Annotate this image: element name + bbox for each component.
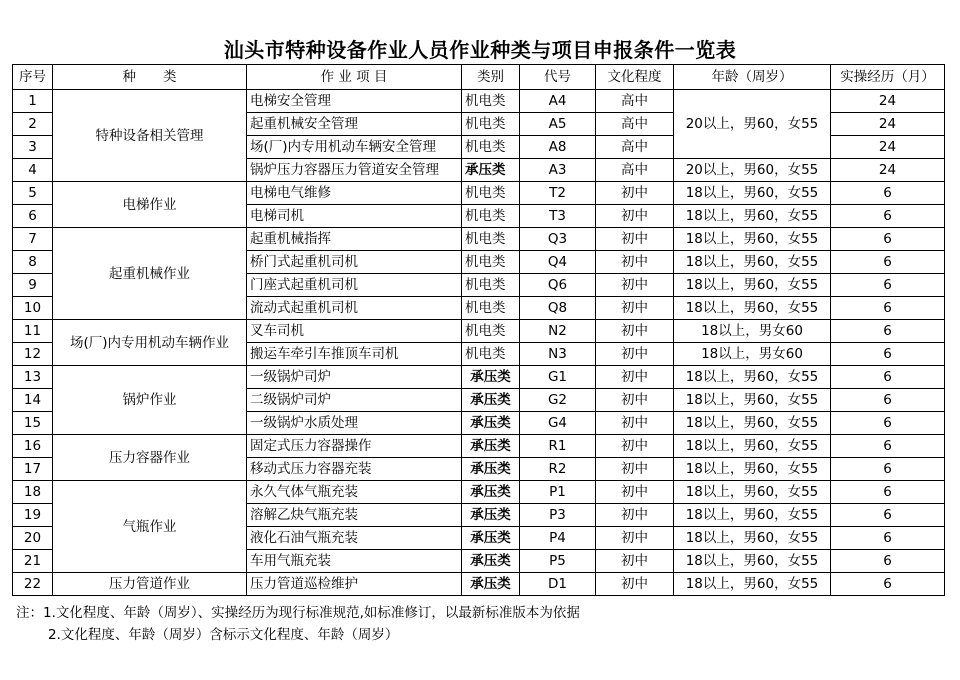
note-line-1: 注：1.文化程度、年龄（周岁）、实操经历为现行标准规范,如标准修订，以最新标准版本为依据 <box>16 605 580 621</box>
education-cell: 初中 <box>596 435 674 458</box>
type-cell: 机电类 <box>462 136 520 159</box>
project-cell: 锅炉压力容器压力管道安全管理 <box>247 159 462 182</box>
project-cell: 液化石油气瓶充装 <box>247 527 462 550</box>
experience-cell: 24 <box>831 159 945 182</box>
seq-cell: 6 <box>13 205 53 228</box>
type-cell: 机电类 <box>462 90 520 113</box>
project-cell: 溶解乙炔气瓶充装 <box>247 504 462 527</box>
experience-cell: 6 <box>831 320 945 343</box>
seq-cell: 7 <box>13 228 53 251</box>
age-cell: 18以上，男60，女55 <box>674 274 831 297</box>
type-cell: 机电类 <box>462 205 520 228</box>
code-cell: D1 <box>520 573 596 596</box>
project-cell: 电梯电气维修 <box>247 182 462 205</box>
age-cell: 18以上，男60，女55 <box>674 573 831 596</box>
education-cell: 高中 <box>596 159 674 182</box>
education-cell: 高中 <box>596 136 674 159</box>
page-title: 汕头市特种设备作业人员作业种类与项目申报条件一览表 <box>223 38 737 62</box>
project-cell: 二级锅炉司炉 <box>247 389 462 412</box>
code-cell: A8 <box>520 136 596 159</box>
education-cell: 初中 <box>596 573 674 596</box>
header-seq: 序号 <box>13 65 53 90</box>
project-cell: 叉车司机 <box>247 320 462 343</box>
education-cell: 初中 <box>596 182 674 205</box>
age-cell: 18以上，男60，女55 <box>674 297 831 320</box>
education-cell: 初中 <box>596 458 674 481</box>
age-cell: 18以上，男60，女55 <box>674 182 831 205</box>
experience-cell: 6 <box>831 550 945 573</box>
experience-cell: 6 <box>831 389 945 412</box>
header-type: 类别 <box>462 65 520 90</box>
experience-cell: 6 <box>831 205 945 228</box>
code-cell: N2 <box>520 320 596 343</box>
code-cell: G4 <box>520 412 596 435</box>
seq-cell: 2 <box>13 113 53 136</box>
project-cell: 场(厂)内专用机动车辆安全管理 <box>247 136 462 159</box>
education-cell: 初中 <box>596 274 674 297</box>
type-cell: 承压类 <box>462 389 520 412</box>
category-cell: 压力管道作业 <box>53 573 247 596</box>
code-cell: Q3 <box>520 228 596 251</box>
age-cell: 20以上，男60，女55 <box>674 159 831 182</box>
project-cell: 固定式压力容器操作 <box>247 435 462 458</box>
code-cell: N3 <box>520 343 596 366</box>
seq-cell: 12 <box>13 343 53 366</box>
age-cell: 20以上，男60，女55 <box>674 90 831 159</box>
footnotes <box>16 602 580 646</box>
code-cell: P5 <box>520 550 596 573</box>
seq-cell: 5 <box>13 182 53 205</box>
category-cell: 气瓶作业 <box>53 481 247 573</box>
seq-cell: 18 <box>13 481 53 504</box>
code-cell: A3 <box>520 159 596 182</box>
header-age: 年龄（周岁） <box>674 65 831 90</box>
education-cell: 高中 <box>596 90 674 113</box>
experience-cell: 6 <box>831 274 945 297</box>
experience-cell: 6 <box>831 343 945 366</box>
seq-cell: 17 <box>13 458 53 481</box>
type-cell: 机电类 <box>462 297 520 320</box>
seq-cell: 10 <box>13 297 53 320</box>
education-cell: 初中 <box>596 389 674 412</box>
project-cell: 起重机械指挥 <box>247 228 462 251</box>
header-project: 作 业 项 目 <box>247 65 462 90</box>
type-cell: 承压类 <box>462 550 520 573</box>
category-cell: 锅炉作业 <box>53 366 247 435</box>
project-cell: 永久气体气瓶充装 <box>247 481 462 504</box>
type-cell: 承压类 <box>462 366 520 389</box>
experience-cell: 24 <box>831 113 945 136</box>
age-cell: 18以上，男60，女55 <box>674 550 831 573</box>
type-cell: 承压类 <box>462 435 520 458</box>
experience-cell: 6 <box>831 412 945 435</box>
age-cell: 18以上，男60，女55 <box>674 458 831 481</box>
education-cell: 初中 <box>596 366 674 389</box>
code-cell: R2 <box>520 458 596 481</box>
age-cell: 18以上，男60，女55 <box>674 435 831 458</box>
age-cell: 18以上，男60，女55 <box>674 527 831 550</box>
table-row <box>13 320 945 343</box>
code-cell: T3 <box>520 205 596 228</box>
education-cell: 初中 <box>596 251 674 274</box>
education-cell: 初中 <box>596 297 674 320</box>
education-cell: 初中 <box>596 205 674 228</box>
type-cell: 承压类 <box>462 458 520 481</box>
code-cell: A4 <box>520 90 596 113</box>
project-cell: 门座式起重机司机 <box>247 274 462 297</box>
education-cell: 初中 <box>596 550 674 573</box>
seq-cell: 8 <box>13 251 53 274</box>
seq-cell: 21 <box>13 550 53 573</box>
category-cell: 压力容器作业 <box>53 435 247 481</box>
type-cell: 机电类 <box>462 251 520 274</box>
age-cell: 18以上，男60，女55 <box>674 228 831 251</box>
age-cell: 18以上，男60，女55 <box>674 389 831 412</box>
table-row <box>13 481 945 504</box>
project-cell: 移动式压力容器充装 <box>247 458 462 481</box>
header-education: 文化程度 <box>596 65 674 90</box>
experience-cell: 6 <box>831 251 945 274</box>
project-cell: 搬运车牵引车推顶车司机 <box>247 343 462 366</box>
type-cell: 机电类 <box>462 320 520 343</box>
category-cell: 起重机械作业 <box>53 228 247 320</box>
education-cell: 初中 <box>596 481 674 504</box>
project-cell: 压力管道巡检维护 <box>247 573 462 596</box>
code-cell: Q8 <box>520 297 596 320</box>
code-cell: A5 <box>520 113 596 136</box>
project-cell: 车用气瓶充装 <box>247 550 462 573</box>
code-cell: P1 <box>520 481 596 504</box>
age-cell: 18以上，男60，女55 <box>674 481 831 504</box>
experience-cell: 24 <box>831 90 945 113</box>
code-cell: R1 <box>520 435 596 458</box>
type-cell: 机电类 <box>462 228 520 251</box>
experience-cell: 6 <box>831 366 945 389</box>
experience-cell: 24 <box>831 136 945 159</box>
table-row <box>13 182 945 205</box>
experience-cell: 6 <box>831 481 945 504</box>
project-cell: 起重机械安全管理 <box>247 113 462 136</box>
header-category: 种 类 <box>53 65 247 90</box>
age-cell: 18以上，男60，女55 <box>674 251 831 274</box>
code-cell: G1 <box>520 366 596 389</box>
experience-cell: 6 <box>831 435 945 458</box>
category-cell: 场(厂)内专用机动车辆作业 <box>53 320 247 366</box>
type-cell: 机电类 <box>462 343 520 366</box>
age-cell: 18以上，男60，女55 <box>674 412 831 435</box>
type-cell: 承压类 <box>462 412 520 435</box>
seq-cell: 14 <box>13 389 53 412</box>
seq-cell: 20 <box>13 527 53 550</box>
type-cell: 机电类 <box>462 274 520 297</box>
header-code: 代号 <box>520 65 596 90</box>
seq-cell: 9 <box>13 274 53 297</box>
conditions-table <box>12 64 945 596</box>
header-experience: 实操经历（月） <box>831 65 945 90</box>
project-cell: 电梯司机 <box>247 205 462 228</box>
code-cell: T2 <box>520 182 596 205</box>
education-cell: 高中 <box>596 113 674 136</box>
seq-cell: 13 <box>13 366 53 389</box>
seq-cell: 16 <box>13 435 53 458</box>
table-row <box>13 366 945 389</box>
code-cell: Q4 <box>520 251 596 274</box>
type-cell: 承压类 <box>462 527 520 550</box>
age-cell: 18以上，男60，女55 <box>674 205 831 228</box>
seq-cell: 15 <box>13 412 53 435</box>
education-cell: 初中 <box>596 412 674 435</box>
age-cell: 18以上，男女60 <box>674 343 831 366</box>
project-cell: 一级锅炉司炉 <box>247 366 462 389</box>
table-header-row <box>13 65 945 90</box>
type-cell: 承压类 <box>462 504 520 527</box>
code-cell: G2 <box>520 389 596 412</box>
education-cell: 初中 <box>596 228 674 251</box>
education-cell: 初中 <box>596 343 674 366</box>
seq-cell: 3 <box>13 136 53 159</box>
code-cell: P4 <box>520 527 596 550</box>
experience-cell: 6 <box>831 182 945 205</box>
type-cell: 机电类 <box>462 182 520 205</box>
code-cell: Q6 <box>520 274 596 297</box>
type-cell: 承压类 <box>462 481 520 504</box>
project-cell: 桥门式起重机司机 <box>247 251 462 274</box>
seq-cell: 11 <box>13 320 53 343</box>
project-cell: 一级锅炉水质处理 <box>247 412 462 435</box>
age-cell: 18以上，男女60 <box>674 320 831 343</box>
type-cell: 机电类 <box>462 113 520 136</box>
type-cell: 承压类 <box>462 573 520 596</box>
experience-cell: 6 <box>831 297 945 320</box>
project-cell: 电梯安全管理 <box>247 90 462 113</box>
experience-cell: 6 <box>831 504 945 527</box>
experience-cell: 6 <box>831 527 945 550</box>
table-row <box>13 573 945 596</box>
type-cell: 承压类 <box>462 159 520 182</box>
project-cell: 流动式起重机司机 <box>247 297 462 320</box>
seq-cell: 1 <box>13 90 53 113</box>
seq-cell: 22 <box>13 573 53 596</box>
code-cell: P3 <box>520 504 596 527</box>
education-cell: 初中 <box>596 504 674 527</box>
education-cell: 初中 <box>596 320 674 343</box>
education-cell: 初中 <box>596 527 674 550</box>
experience-cell: 6 <box>831 458 945 481</box>
experience-cell: 6 <box>831 573 945 596</box>
table-row <box>13 90 945 113</box>
age-cell: 18以上，男60，女55 <box>674 366 831 389</box>
seq-cell: 19 <box>13 504 53 527</box>
note-line-2: 2.文化程度、年龄（周岁）含标示文化程度、年龄（周岁） <box>48 627 399 643</box>
age-cell: 18以上，男60，女55 <box>674 504 831 527</box>
table-row <box>13 435 945 458</box>
category-cell: 特种设备相关管理 <box>53 90 247 182</box>
experience-cell: 6 <box>831 228 945 251</box>
category-cell: 电梯作业 <box>53 182 247 228</box>
seq-cell: 4 <box>13 159 53 182</box>
table-row <box>13 228 945 251</box>
